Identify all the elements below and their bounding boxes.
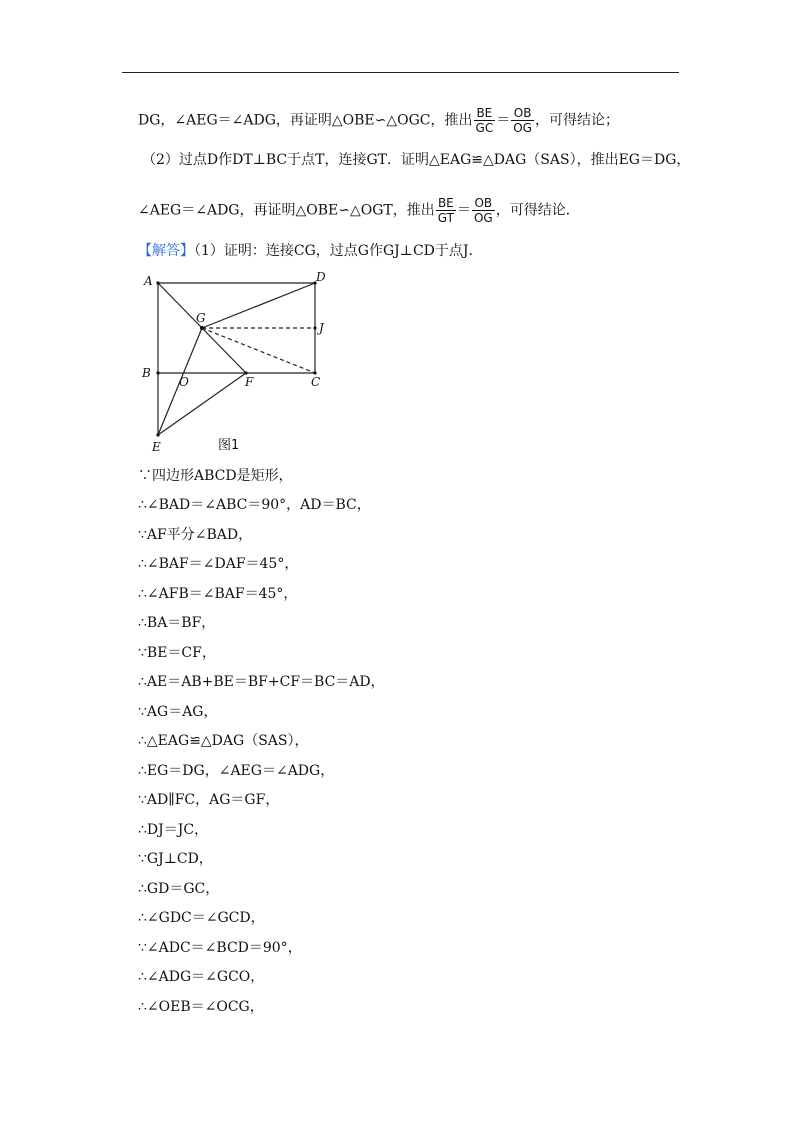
analysis-line-1-text: DG，∠AEG＝∠ADG，再证明△OBE∽△OGC，推出 <box>138 112 473 129</box>
point-j-dot <box>313 326 316 329</box>
analysis-line-2: （2）过点D作DT⊥BC于点T，连接GT．证明△EAG≌△DAG（SAS），推出EG＝DG， <box>142 152 691 168</box>
proof-step-16: ∴∠GDC＝∠GCD， <box>138 910 265 926</box>
proof-step-3: ∵AF平分∠BAD， <box>138 527 253 543</box>
figure-caption: 图1 <box>218 438 240 453</box>
proof-step-18: ∴∠ADG＝∠GCO， <box>138 969 265 985</box>
proof-step-7: ∵BE＝CF， <box>138 645 216 661</box>
equals-sign: ＝ <box>456 202 471 219</box>
proof-step-6: ∴BA＝BF， <box>138 615 216 631</box>
segment-dg <box>202 283 315 328</box>
proof-step-4: ∴∠BAF＝∠DAF＝45°， <box>138 556 299 572</box>
fraction-denominator: GC <box>475 121 494 135</box>
fraction-numerator: OB <box>511 106 534 121</box>
geometry-figure <box>138 268 338 468</box>
analysis-line-1 <box>138 106 619 135</box>
fraction-denominator: OG <box>513 121 532 135</box>
label-j: J <box>319 321 324 335</box>
fraction-denominator: GT <box>437 211 454 225</box>
point-e-dot <box>156 433 159 436</box>
point-g-dot <box>200 326 204 330</box>
header-rule <box>122 72 679 73</box>
proof-step-15: ∴GD＝GC， <box>138 881 220 897</box>
solution-intro-text: （1）证明：连接CG，过点G作GJ⊥CD于点J． <box>194 243 483 259</box>
label-e: E <box>152 440 161 454</box>
proof-step-13: ∴DJ＝JC， <box>138 822 209 838</box>
label-b: B <box>142 366 151 380</box>
equals-sign: ＝ <box>496 112 511 129</box>
analysis-line-3 <box>138 196 580 225</box>
fraction-numerator: OB <box>472 196 495 211</box>
fraction-ob-og <box>472 196 495 225</box>
analysis-line-3-end: ，可得结论． <box>495 202 580 219</box>
label-a: A <box>144 274 153 288</box>
label-f: F <box>245 375 254 389</box>
proof-step-2: ∴∠BAD＝∠ABC＝90°，AD＝BC， <box>138 497 371 513</box>
proof-step-11: ∴EG＝DG，∠AEG＝∠ADG， <box>138 763 335 779</box>
point-b-dot <box>156 371 159 374</box>
analysis-line-3-text: ∠AEG＝∠ADG，再证明△OBE∽△OGT，推出 <box>138 202 435 219</box>
analysis-line-1-end: ，可得结论； <box>534 112 619 129</box>
proof-step-8: ∴AE＝AB+BE＝BF+CF＝BC＝AD， <box>138 674 385 690</box>
solution-intro <box>138 241 483 261</box>
proof-step-1: ∵四边形ABCD是矩形， <box>138 468 293 484</box>
fraction-ob-og <box>511 106 534 135</box>
label-c: C <box>311 375 321 389</box>
label-d: D <box>316 270 326 284</box>
fraction-be-gc <box>474 106 496 135</box>
segment-gc-dashed <box>202 328 315 373</box>
point-a-dot <box>156 281 159 284</box>
fraction-be-gt <box>436 196 456 225</box>
label-o: O <box>179 375 189 389</box>
fraction-numerator: BE <box>474 106 496 121</box>
proof-step-12: ∵AD∥FC，AG＝GF， <box>138 792 280 808</box>
proof-step-19: ∴∠OEB＝∠OCG， <box>138 999 264 1015</box>
proof-step-14: ∵GJ⊥CD， <box>138 851 213 867</box>
proof-step-10: ∴△EAG≌△DAG（SAS）， <box>138 733 309 749</box>
label-g: G <box>196 311 206 325</box>
geometry-figure-svg <box>138 268 338 468</box>
fraction-denominator: OG <box>473 211 493 225</box>
proof-step-9: ∵AG＝AG， <box>138 704 218 720</box>
fraction-numerator: BE <box>436 196 456 211</box>
proof-step-17: ∵∠ADC＝∠BCD＝90°， <box>138 940 302 956</box>
solution-tag: 【解答】 <box>138 243 194 259</box>
proof-step-5: ∴∠AFB＝∠BAF＝45°， <box>138 586 298 602</box>
